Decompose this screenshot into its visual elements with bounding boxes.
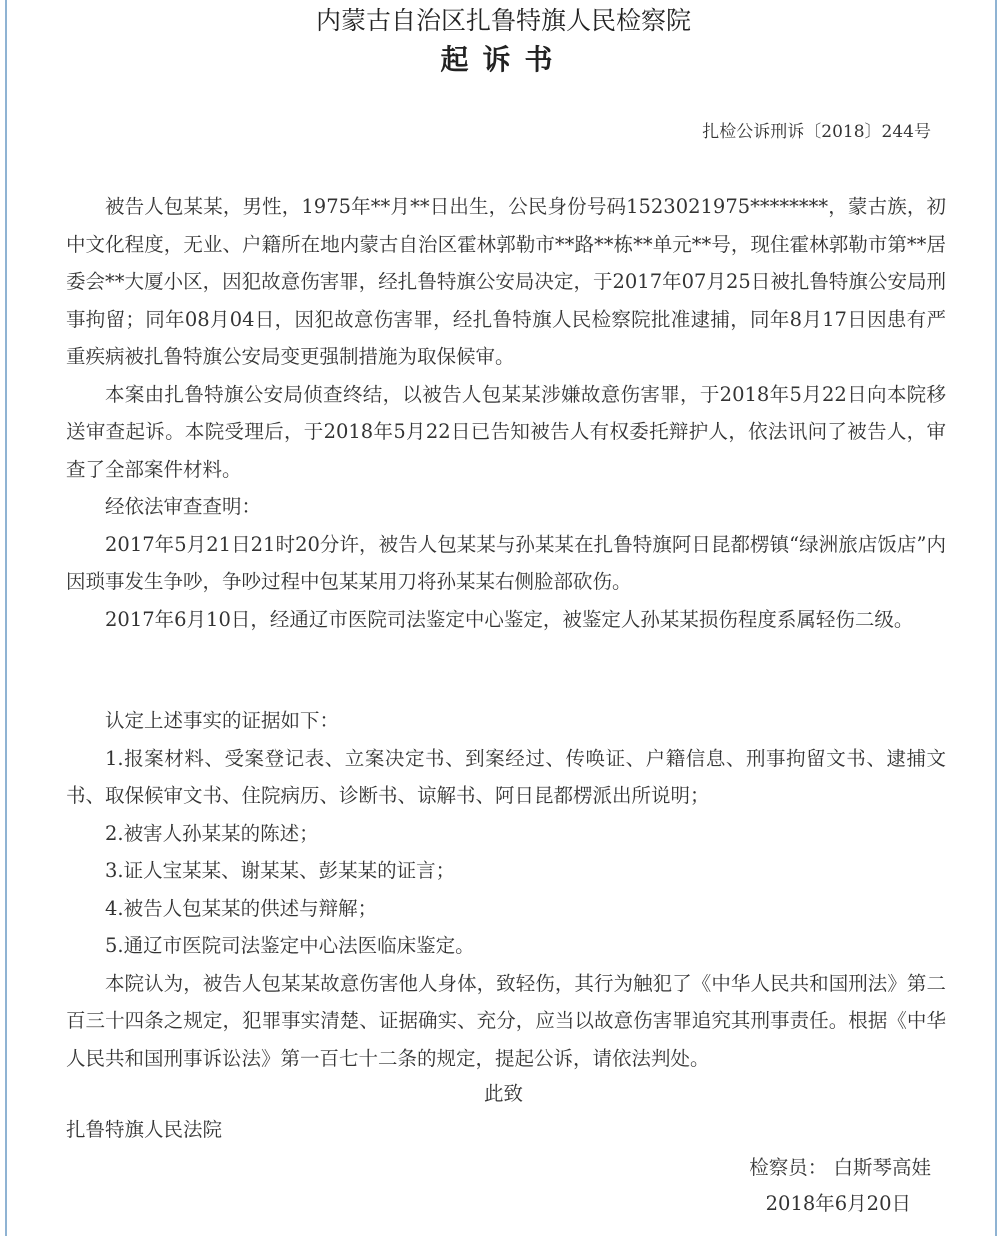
document-title: 起诉书 bbox=[440, 43, 567, 76]
evidence-intro: 认定上述事实的证据如下： bbox=[105, 709, 340, 732]
document-number: 扎检公诉刑诉〔2018〕244号 bbox=[702, 122, 931, 142]
recipient-court: 扎鲁特旗人民法院 bbox=[66, 1118, 223, 1141]
organization-name: 内蒙古自治区扎鲁特旗人民检察院 bbox=[315, 6, 691, 35]
findings-heading: 经依法审查查明： bbox=[105, 495, 262, 518]
defendant-info-paragraph: 被告人包某某，男性，1975年**月**日出生，公民身份号码1523021975********，蒙古族，初中文化程度，无业、户籍所在地内蒙古自治区霍林郭勒市**路**栋**单元**号，现住霍林郭勒市第**居委会**大厦小区，因犯故意伤害罪，经扎鲁特旗公安局决定，于2017年07月25日被扎鲁特旗公安局刑事拘留；同年08月04日，因犯故意伤害罪，经扎鲁特旗人民检察院批准逮捕，同年8月17日因患有严重疾病被扎鲁特旗公安局变更强制措施为取保候审。 bbox=[66, 195, 946, 368]
incident-paragraph: 2017年5月21日21时20分许，被告人包某某与孙某某在扎鲁特旗阿日昆都楞镇“绿洲旅店饭店”内因琐事发生争吵，争吵过程中包某某用刀将孙某某右侧脸部砍伤。 bbox=[66, 532, 946, 593]
document-date: 2018年6月20日 bbox=[765, 1192, 911, 1215]
evidence-item: 5.通辽市医院司法鉴定中心法医临床鉴定。 bbox=[105, 934, 475, 957]
facts-section bbox=[66, 188, 946, 638]
appraisal-paragraph: 2017年6月10日，经通辽市医院司法鉴定中心鉴定，被鉴定人孙某某损伤程度系属轻伤二级。 bbox=[105, 607, 914, 631]
salutation: 此致 bbox=[483, 1082, 523, 1105]
evidence-item: 1.报案材料、受案登记表、立案决定书、到案经过、传唤证、户籍信息、刑事拘留文书、逮捕文书、取保候审文书、住院病历、诊断书、谅解书、阿日昆都楞派出所说明； bbox=[66, 746, 946, 807]
evidence-item: 2.被害人孙某某的陈述； bbox=[105, 821, 319, 845]
conclusion-paragraph: 本院认为，被告人包某某故意伤害他人身体，致轻伤，其行为触犯了《中华人民共和国刑法》第二百三十四条之规定，犯罪事实清楚、证据确实、充分，应当以故意伤害罪追究其刑事责任。根据《中华人民共和国刑事诉讼法》第一百七十二条的规定，提起公诉，请依法判处。 bbox=[66, 971, 946, 1070]
evidence-item: 4.被告人包某某的供述与辩解； bbox=[105, 896, 378, 920]
evidence-item: 3.证人宝某某、谢某某、彭某某的证言； bbox=[105, 859, 456, 882]
case-transfer-paragraph: 本案由扎鲁特旗公安局侦查终结，以被告人包某某涉嫌故意伤害罪，于2018年5月22日向本院移送审查起诉。本院受理后，于2018年5月22日已告知被告人有权委托辩护人，依法讯问了被告人，审查了全部案件材料。 bbox=[66, 382, 946, 481]
evidence-section bbox=[66, 702, 946, 1077]
prosecutor-signature: 检察员： 白斯琴高娃 bbox=[749, 1156, 931, 1179]
